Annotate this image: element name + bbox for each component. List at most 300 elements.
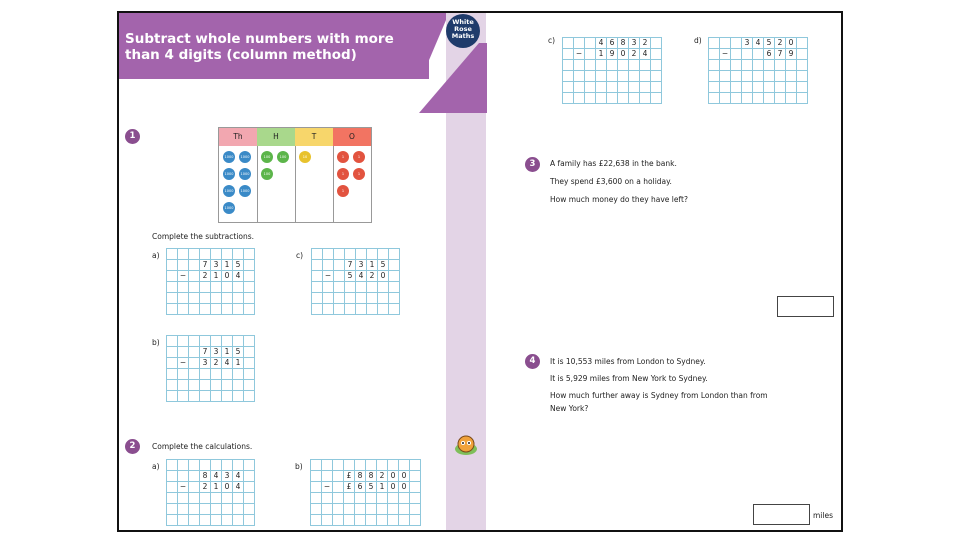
grid-cell bbox=[709, 71, 720, 82]
digit-cell: 1 bbox=[377, 482, 388, 493]
digit-cell: 1 bbox=[222, 347, 233, 358]
counter-hundred: 100 bbox=[261, 151, 273, 163]
grid-cell bbox=[167, 249, 178, 260]
grid-cell bbox=[775, 93, 786, 104]
logo: White Rose Maths bbox=[446, 14, 480, 48]
answer-cell[interactable] bbox=[356, 282, 367, 293]
grid-cell bbox=[797, 93, 808, 104]
digit-cell: 2 bbox=[775, 38, 786, 49]
grid-cell bbox=[244, 358, 255, 369]
digit-cell: 2 bbox=[377, 471, 388, 482]
digit-cell: 0 bbox=[399, 482, 410, 493]
digit-cell: − bbox=[178, 358, 189, 369]
grid-cell bbox=[355, 460, 366, 471]
grid-cell bbox=[167, 358, 178, 369]
answer-cell[interactable] bbox=[753, 60, 764, 71]
digit-cell: 8 bbox=[355, 471, 366, 482]
grid-cell bbox=[222, 304, 233, 315]
grid-cell bbox=[189, 380, 200, 391]
question-number-3: 3 bbox=[525, 157, 540, 172]
answer-cell[interactable] bbox=[200, 369, 211, 380]
grid-cell bbox=[709, 49, 720, 60]
digit-cell: 4 bbox=[222, 358, 233, 369]
grid-cell bbox=[574, 38, 585, 49]
grid-cell bbox=[651, 71, 662, 82]
answer-cell[interactable] bbox=[200, 282, 211, 293]
grid-cell bbox=[618, 82, 629, 93]
digit-cell: £ bbox=[344, 471, 355, 482]
grid-cell bbox=[323, 260, 334, 271]
q2d-subtraction-grid bbox=[708, 37, 808, 104]
grid-cell bbox=[345, 249, 356, 260]
answer-cell[interactable] bbox=[222, 493, 233, 504]
digit-cell: 4 bbox=[753, 38, 764, 49]
grid-cell bbox=[222, 515, 233, 526]
digit-cell: − bbox=[322, 482, 333, 493]
grid-cell bbox=[410, 504, 421, 515]
grid-cell bbox=[640, 71, 651, 82]
grid-cell bbox=[640, 93, 651, 104]
grid-cell bbox=[200, 380, 211, 391]
mascot-icon bbox=[454, 433, 478, 457]
grid-cell bbox=[651, 38, 662, 49]
grid-cell bbox=[323, 249, 334, 260]
grid-cell bbox=[742, 93, 753, 104]
grid-cell bbox=[731, 82, 742, 93]
answer-cell[interactable] bbox=[344, 493, 355, 504]
grid-cell bbox=[731, 49, 742, 60]
grid-cell bbox=[410, 471, 421, 482]
digit-cell: 0 bbox=[222, 271, 233, 282]
q2a-label: a) bbox=[152, 462, 160, 471]
grid-cell bbox=[322, 460, 333, 471]
grid-cell bbox=[244, 282, 255, 293]
digit-cell: 3 bbox=[200, 358, 211, 369]
grid-cell bbox=[378, 249, 389, 260]
grid-cell bbox=[388, 504, 399, 515]
digit-cell: 2 bbox=[200, 482, 211, 493]
answer-cell[interactable] bbox=[629, 60, 640, 71]
grid-cell bbox=[574, 71, 585, 82]
digit-cell: £ bbox=[344, 482, 355, 493]
grid-cell bbox=[618, 93, 629, 104]
grid-cell bbox=[731, 71, 742, 82]
digit-cell: 0 bbox=[618, 49, 629, 60]
grid-cell bbox=[389, 271, 400, 282]
grid-cell bbox=[189, 249, 200, 260]
grid-cell bbox=[378, 293, 389, 304]
digit-cell: 4 bbox=[233, 482, 244, 493]
grid-cell bbox=[244, 504, 255, 515]
grid-cell bbox=[563, 38, 574, 49]
answer-cell[interactable] bbox=[233, 369, 244, 380]
digit-cell: 6 bbox=[355, 482, 366, 493]
digit-cell: 0 bbox=[388, 471, 399, 482]
grid-cell bbox=[244, 249, 255, 260]
grid-cell bbox=[367, 304, 378, 315]
q4-unit-label: miles bbox=[813, 511, 833, 520]
digit-cell: 4 bbox=[640, 49, 651, 60]
answer-cell[interactable] bbox=[775, 60, 786, 71]
grid-cell bbox=[574, 93, 585, 104]
question-number-2: 2 bbox=[125, 439, 140, 454]
grid-cell bbox=[244, 380, 255, 391]
answer-cell[interactable] bbox=[222, 369, 233, 380]
grid-cell bbox=[651, 49, 662, 60]
grid-cell bbox=[167, 347, 178, 358]
grid-cell bbox=[167, 260, 178, 271]
answer-cell[interactable] bbox=[399, 493, 410, 504]
worksheet-page bbox=[117, 11, 843, 532]
grid-cell bbox=[709, 93, 720, 104]
grid-cell bbox=[389, 293, 400, 304]
pv-header-t: T bbox=[295, 128, 333, 146]
grid-cell bbox=[222, 380, 233, 391]
grid-cell bbox=[189, 347, 200, 358]
grid-cell bbox=[333, 460, 344, 471]
grid-cell bbox=[399, 504, 410, 515]
grid-cell bbox=[366, 504, 377, 515]
grid-cell bbox=[244, 482, 255, 493]
grid-cell bbox=[200, 304, 211, 315]
grid-cell bbox=[651, 82, 662, 93]
grid-cell bbox=[333, 515, 344, 526]
grid-cell bbox=[377, 504, 388, 515]
grid-cell bbox=[311, 460, 322, 471]
grid-cell bbox=[334, 293, 345, 304]
q4-answer-box[interactable] bbox=[753, 504, 810, 525]
grid-cell bbox=[563, 82, 574, 93]
q3-line-1: A family has £22,638 in the bank. bbox=[550, 159, 677, 168]
grid-cell bbox=[720, 60, 731, 71]
grid-cell bbox=[355, 504, 366, 515]
grid-cell bbox=[167, 515, 178, 526]
grid-cell bbox=[764, 93, 775, 104]
digit-cell: − bbox=[178, 271, 189, 282]
grid-cell bbox=[322, 504, 333, 515]
grid-cell bbox=[629, 93, 640, 104]
grid-cell bbox=[178, 493, 189, 504]
grid-cell bbox=[189, 358, 200, 369]
grid-cell bbox=[200, 249, 211, 260]
grid-cell bbox=[189, 336, 200, 347]
q4-line-3: How much further away is Sydney from London than from bbox=[550, 391, 768, 400]
digit-cell: 2 bbox=[640, 38, 651, 49]
digit-cell: 8 bbox=[618, 38, 629, 49]
grid-cell bbox=[167, 380, 178, 391]
grid-cell bbox=[233, 293, 244, 304]
grid-cell bbox=[178, 380, 189, 391]
digit-cell: 2 bbox=[367, 271, 378, 282]
counter-one: 1 bbox=[337, 168, 349, 180]
answer-cell[interactable] bbox=[596, 60, 607, 71]
digit-cell: 5 bbox=[233, 347, 244, 358]
grid-cell bbox=[720, 71, 731, 82]
answer-cell[interactable] bbox=[764, 60, 775, 71]
digit-cell: 4 bbox=[233, 271, 244, 282]
grid-cell bbox=[344, 515, 355, 526]
counter-one: 1 bbox=[337, 151, 349, 163]
digit-cell: 4 bbox=[233, 471, 244, 482]
grid-cell bbox=[322, 515, 333, 526]
digit-cell: − bbox=[323, 271, 334, 282]
grid-cell bbox=[178, 515, 189, 526]
counter-thousand: 1000 bbox=[223, 151, 235, 163]
pv-header-th: Th bbox=[219, 128, 257, 146]
answer-cell[interactable] bbox=[200, 493, 211, 504]
grid-cell bbox=[312, 249, 323, 260]
grid-cell bbox=[629, 82, 640, 93]
title-banner bbox=[119, 13, 429, 79]
digit-cell: 0 bbox=[378, 271, 389, 282]
q2c-label: c) bbox=[548, 36, 556, 45]
grid-cell bbox=[311, 482, 322, 493]
grid-cell bbox=[233, 336, 244, 347]
answer-cell[interactable] bbox=[211, 493, 222, 504]
answer-cell[interactable] bbox=[345, 282, 356, 293]
counter-thousand: 1000 bbox=[239, 168, 251, 180]
digit-cell: 3 bbox=[629, 38, 640, 49]
digit-cell: 2 bbox=[211, 358, 222, 369]
grid-cell bbox=[344, 504, 355, 515]
answer-cell[interactable] bbox=[607, 60, 618, 71]
digit-cell: 1 bbox=[596, 49, 607, 60]
grid-cell bbox=[211, 249, 222, 260]
grid-cell bbox=[797, 60, 808, 71]
pv-header-h: H bbox=[257, 128, 295, 146]
digit-cell: 5 bbox=[366, 482, 377, 493]
grid-cell bbox=[200, 391, 211, 402]
grid-cell bbox=[720, 38, 731, 49]
grid-cell bbox=[244, 347, 255, 358]
digit-cell: 3 bbox=[211, 260, 222, 271]
digit-cell: 1 bbox=[222, 260, 233, 271]
grid-cell bbox=[709, 82, 720, 93]
counter-one: 1 bbox=[337, 185, 349, 197]
grid-cell bbox=[189, 471, 200, 482]
answer-cell[interactable] bbox=[377, 493, 388, 504]
grid-cell bbox=[574, 82, 585, 93]
grid-cell bbox=[200, 515, 211, 526]
grid-cell bbox=[178, 391, 189, 402]
q3-answer-box[interactable] bbox=[777, 296, 834, 317]
grid-cell bbox=[312, 293, 323, 304]
grid-cell bbox=[585, 60, 596, 71]
grid-cell bbox=[585, 49, 596, 60]
grid-cell bbox=[167, 369, 178, 380]
grid-cell bbox=[323, 293, 334, 304]
answer-cell[interactable] bbox=[786, 60, 797, 71]
grid-cell bbox=[389, 260, 400, 271]
grid-cell bbox=[167, 471, 178, 482]
grid-cell bbox=[753, 82, 764, 93]
grid-cell bbox=[775, 71, 786, 82]
grid-cell bbox=[585, 93, 596, 104]
digit-cell: 9 bbox=[786, 49, 797, 60]
q2b-label: b) bbox=[295, 462, 303, 471]
q1-prompt: Complete the subtractions. bbox=[152, 232, 255, 241]
grid-cell bbox=[200, 293, 211, 304]
grid-cell bbox=[233, 304, 244, 315]
grid-cell bbox=[311, 504, 322, 515]
grid-cell bbox=[312, 304, 323, 315]
answer-cell[interactable] bbox=[618, 60, 629, 71]
digit-cell: 0 bbox=[786, 38, 797, 49]
grid-cell bbox=[753, 93, 764, 104]
digit-cell: 5 bbox=[378, 260, 389, 271]
grid-cell bbox=[764, 82, 775, 93]
grid-cell bbox=[244, 515, 255, 526]
page-title: Subtract whole numbers with more than 4 digits (column method) bbox=[125, 31, 394, 63]
q2d-label: d) bbox=[694, 36, 702, 45]
digit-cell: 4 bbox=[356, 271, 367, 282]
q2a-subtraction-grid bbox=[166, 459, 255, 526]
grid-cell bbox=[189, 482, 200, 493]
grid-cell bbox=[311, 515, 322, 526]
grid-cell bbox=[709, 60, 720, 71]
grid-cell bbox=[244, 260, 255, 271]
answer-cell[interactable] bbox=[388, 493, 399, 504]
grid-cell bbox=[189, 282, 200, 293]
counter-thousand: 1000 bbox=[223, 168, 235, 180]
answer-cell[interactable] bbox=[367, 282, 378, 293]
grid-cell bbox=[344, 460, 355, 471]
digit-cell: 2 bbox=[629, 49, 640, 60]
grid-cell bbox=[167, 482, 178, 493]
grid-cell bbox=[355, 515, 366, 526]
answer-cell[interactable] bbox=[233, 493, 244, 504]
grid-cell bbox=[167, 304, 178, 315]
digit-cell: 1 bbox=[367, 260, 378, 271]
digit-cell: 5 bbox=[233, 260, 244, 271]
grid-cell bbox=[222, 293, 233, 304]
digit-cell: 8 bbox=[200, 471, 211, 482]
digit-cell: 1 bbox=[211, 482, 222, 493]
grid-cell bbox=[189, 369, 200, 380]
grid-cell bbox=[244, 271, 255, 282]
answer-cell[interactable] bbox=[233, 282, 244, 293]
digit-cell: 7 bbox=[775, 49, 786, 60]
counter-hundred: 100 bbox=[277, 151, 289, 163]
grid-cell bbox=[410, 460, 421, 471]
grid-cell bbox=[786, 82, 797, 93]
digit-cell: 2 bbox=[200, 271, 211, 282]
grid-cell bbox=[244, 460, 255, 471]
grid-cell bbox=[222, 391, 233, 402]
grid-cell bbox=[410, 515, 421, 526]
grid-cell bbox=[742, 71, 753, 82]
grid-cell bbox=[167, 460, 178, 471]
grid-cell bbox=[753, 71, 764, 82]
answer-cell[interactable] bbox=[355, 493, 366, 504]
grid-cell bbox=[222, 460, 233, 471]
grid-cell bbox=[189, 504, 200, 515]
digit-cell: 7 bbox=[200, 347, 211, 358]
answer-cell[interactable] bbox=[378, 282, 389, 293]
grid-cell bbox=[178, 249, 189, 260]
grid-cell bbox=[323, 304, 334, 315]
grid-cell bbox=[742, 49, 753, 60]
answer-cell[interactable] bbox=[640, 60, 651, 71]
answer-cell[interactable] bbox=[211, 282, 222, 293]
grid-cell bbox=[189, 271, 200, 282]
digit-cell: 0 bbox=[388, 482, 399, 493]
answer-cell[interactable] bbox=[211, 369, 222, 380]
grid-cell bbox=[410, 493, 421, 504]
grid-cell bbox=[607, 93, 618, 104]
grid-cell bbox=[596, 71, 607, 82]
digit-cell: 7 bbox=[200, 260, 211, 271]
digit-cell: 3 bbox=[356, 260, 367, 271]
grid-cell bbox=[211, 504, 222, 515]
question-number-1: 1 bbox=[125, 129, 140, 144]
grid-cell bbox=[334, 282, 345, 293]
grid-cell bbox=[244, 369, 255, 380]
grid-cell bbox=[709, 38, 720, 49]
digit-cell: 1 bbox=[211, 271, 222, 282]
q4-line-1: It is 10,553 miles from London to Sydney. bbox=[550, 357, 706, 366]
grid-cell bbox=[731, 93, 742, 104]
q2c-subtraction-grid bbox=[562, 37, 662, 104]
grid-cell bbox=[607, 71, 618, 82]
grid-cell bbox=[244, 493, 255, 504]
grid-cell bbox=[731, 60, 742, 71]
answer-cell[interactable] bbox=[366, 493, 377, 504]
q1c-subtraction-grid bbox=[311, 248, 400, 315]
grid-cell bbox=[244, 336, 255, 347]
grid-cell bbox=[753, 49, 764, 60]
answer-cell[interactable] bbox=[742, 60, 753, 71]
grid-cell bbox=[167, 504, 178, 515]
answer-cell[interactable] bbox=[222, 282, 233, 293]
grid-cell bbox=[167, 391, 178, 402]
digit-cell: 5 bbox=[764, 38, 775, 49]
grid-cell bbox=[178, 369, 189, 380]
pv-header-o: O bbox=[333, 128, 371, 146]
grid-cell bbox=[178, 504, 189, 515]
grid-cell bbox=[244, 293, 255, 304]
grid-cell bbox=[233, 515, 244, 526]
grid-cell bbox=[211, 336, 222, 347]
grid-cell bbox=[244, 304, 255, 315]
grid-cell bbox=[596, 82, 607, 93]
digit-cell: 3 bbox=[742, 38, 753, 49]
grid-cell bbox=[399, 460, 410, 471]
grid-cell bbox=[211, 304, 222, 315]
grid-cell bbox=[720, 82, 731, 93]
grid-cell bbox=[178, 347, 189, 358]
grid-cell bbox=[312, 271, 323, 282]
digit-cell: 6 bbox=[764, 49, 775, 60]
digit-cell: 0 bbox=[222, 482, 233, 493]
grid-cell bbox=[189, 493, 200, 504]
grid-cell bbox=[366, 460, 377, 471]
grid-cell bbox=[345, 293, 356, 304]
digit-cell: 9 bbox=[607, 49, 618, 60]
grid-cell bbox=[742, 82, 753, 93]
grid-cell bbox=[618, 71, 629, 82]
grid-cell bbox=[211, 391, 222, 402]
grid-cell bbox=[189, 515, 200, 526]
grid-cell bbox=[563, 71, 574, 82]
q3-line-2: They spend £3,600 on a holiday. bbox=[550, 177, 672, 186]
grid-cell bbox=[178, 460, 189, 471]
digit-cell: 3 bbox=[211, 347, 222, 358]
grid-cell bbox=[596, 93, 607, 104]
grid-cell bbox=[585, 71, 596, 82]
grid-cell bbox=[377, 515, 388, 526]
digit-cell: 1 bbox=[233, 358, 244, 369]
